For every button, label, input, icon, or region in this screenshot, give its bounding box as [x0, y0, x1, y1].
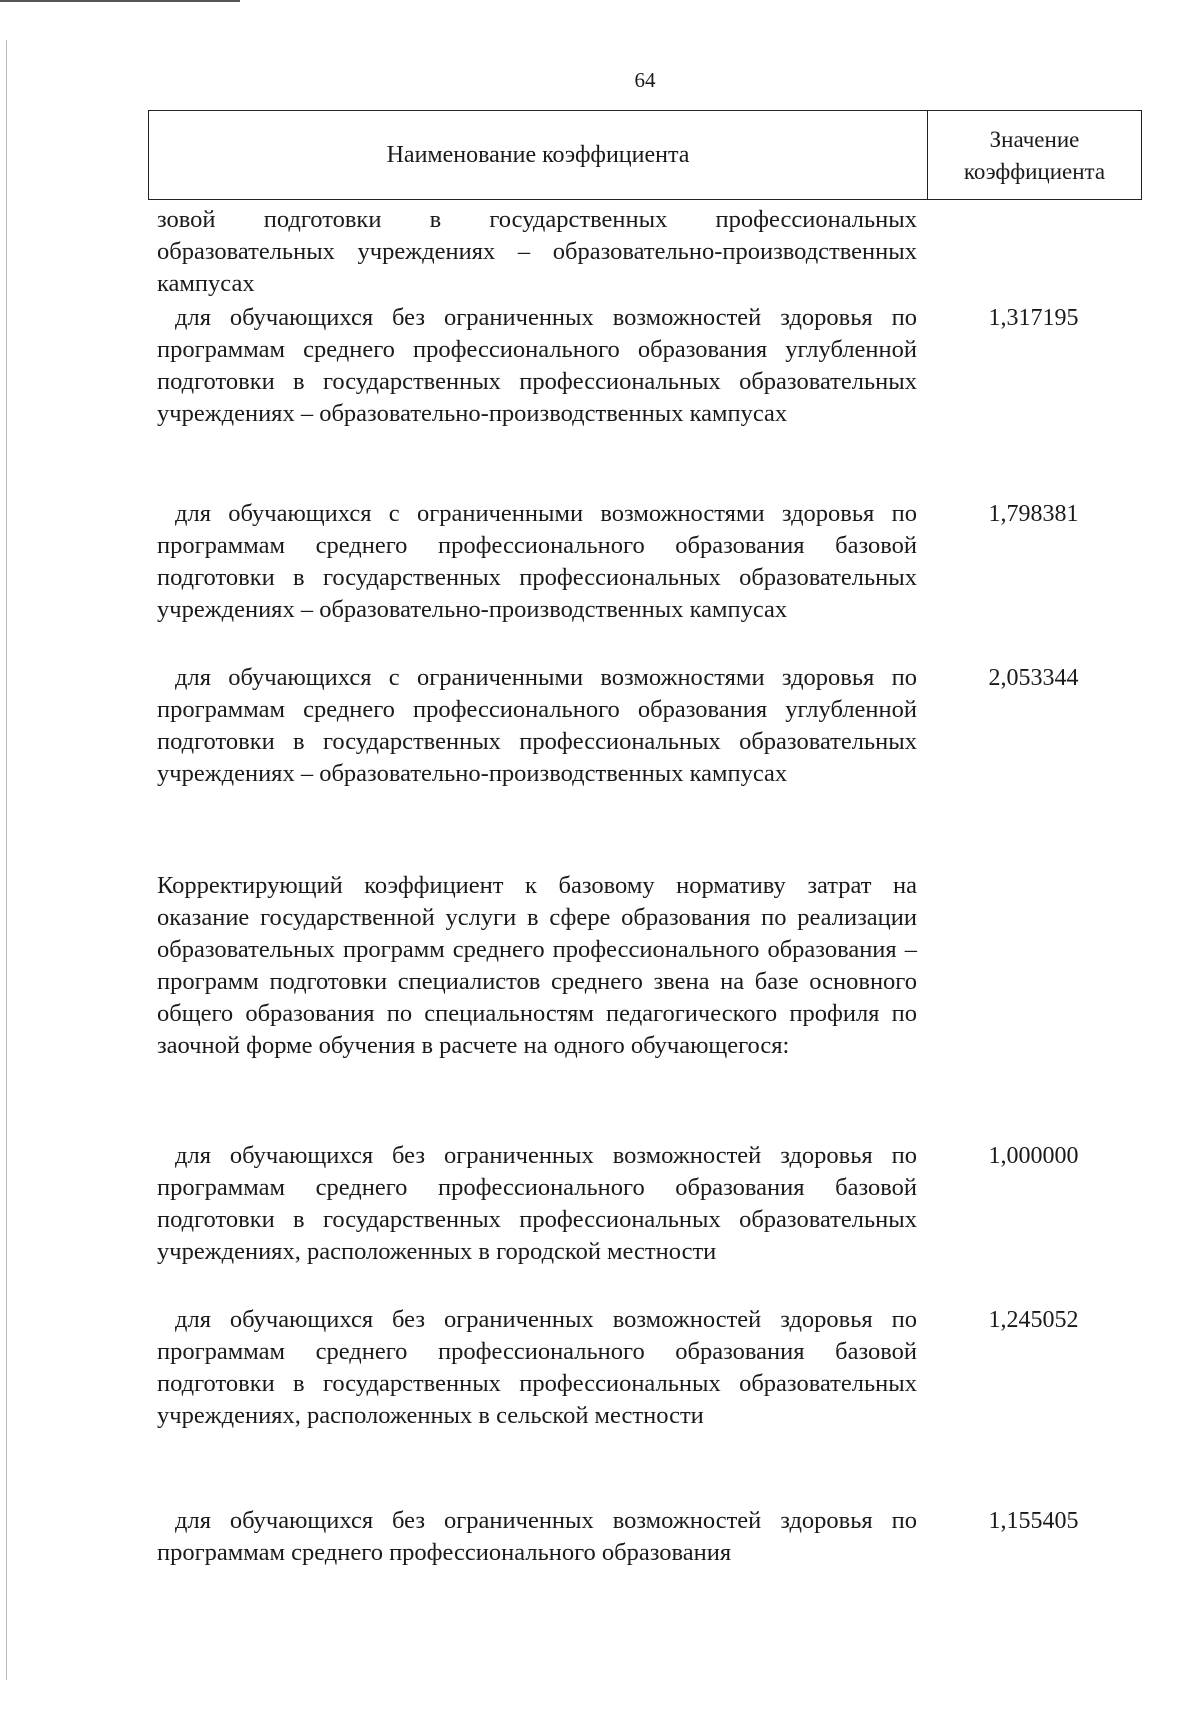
table-row [157, 498, 1142, 626]
table-row [157, 1505, 1142, 1569]
row-text: для обучающихся без ограниченных возможностей здоровья по программам среднего профессионального образования базовой подготовки в государственных профессиональных образовательных учреждениях, расположенных в городской местности [157, 1142, 917, 1265]
row-text: для обучающихся без ограниченных возможностей здоровья по программам среднего профессионального образования [157, 1507, 917, 1566]
row-text: для обучающихся с ограниченными возможностями здоровья по программам среднего профессионального образования базовой подготовки в государственных профессиональных образовательных учреждениях – образовательно-производственных кампусах [157, 500, 917, 623]
table-row [157, 662, 1142, 790]
section-heading-text: Корректирующий коэффициент к базовому нормативу затрат на оказание государственной услуги в сфере образования по реализации образовательных программ среднего профессионального образования – программ подготовки специалистов среднего звена на базе основного общего образования по специальностям педагогического профиля по заочной форме обучения в расчете на одного обучающегося: [157, 872, 917, 1059]
row-value: 1,245052 [988, 1307, 1079, 1333]
table-row [157, 1140, 1142, 1268]
header-name-column: Наименование коэффициента [149, 111, 928, 199]
scan-edge-left [6, 40, 7, 1680]
row-value: 1,317195 [988, 305, 1079, 331]
table-row [157, 1304, 1142, 1432]
header-value-column: Значение коэффициента [963, 127, 1106, 184]
row-value [917, 870, 1142, 1062]
row-value [917, 204, 1142, 300]
table-row [157, 204, 1142, 300]
row-text: для обучающихся без ограниченных возможностей здоровья по программам среднего профессионального образования углубленной подготовки в государственных профессиональных образовательных учреждениях – образовательно-производственных кампусах [157, 304, 917, 427]
row-text: зовой подготовки в государственных профессиональных образовательных учреждениях – образовательно-производственных кампусах [157, 206, 917, 297]
page-number: 64 [634, 68, 656, 92]
row-value: 2,053344 [988, 665, 1079, 691]
table-row-section-heading [157, 870, 1142, 1062]
table-row [157, 302, 1142, 430]
row-value: 1,155405 [988, 1508, 1079, 1534]
table-header [148, 110, 1142, 200]
scan-edge-top [0, 0, 240, 2]
row-text: для обучающихся с ограниченными возможностями здоровья по программам среднего профессионального образования углубленной подготовки в государственных профессиональных образовательных учреждениях – образовательно-производственных кампусах [157, 664, 917, 787]
row-value: 1,798381 [988, 501, 1079, 527]
row-value: 1,000000 [988, 1143, 1079, 1169]
row-text: для обучающихся без ограниченных возможностей здоровья по программам среднего профессионального образования базовой подготовки в государственных профессиональных образовательных учреждениях, расположенных в сельской местности [157, 1306, 917, 1429]
